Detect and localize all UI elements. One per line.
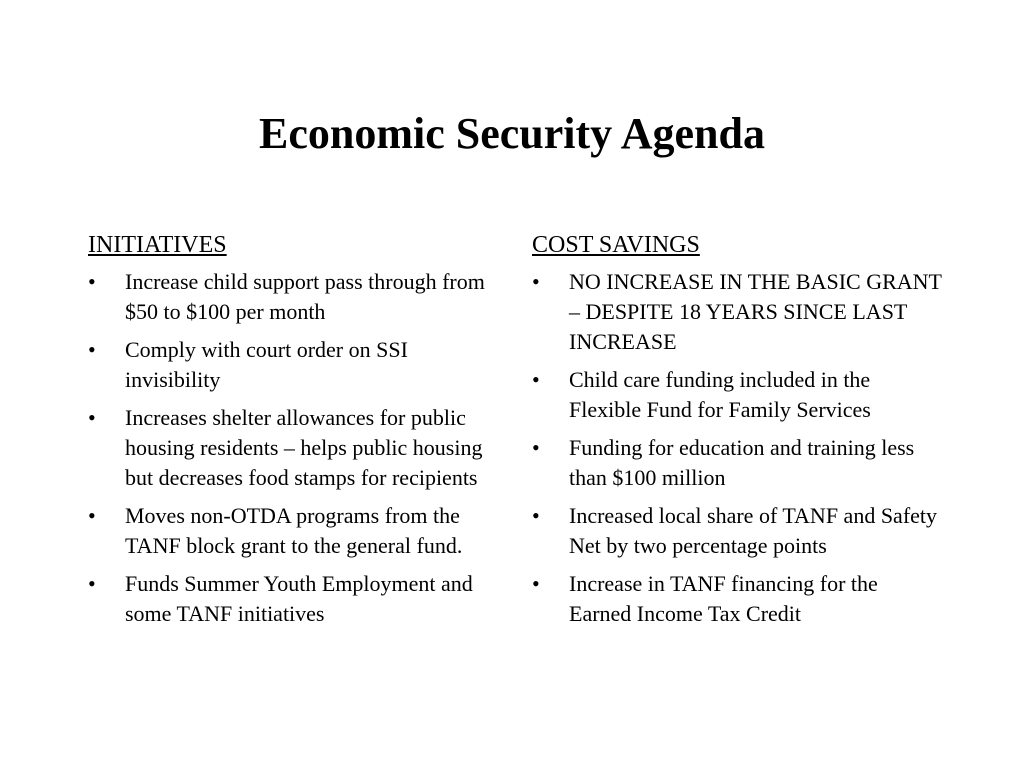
list-item-text: Increases shelter allowances for public housing residents – helps public housing but decreases food stamps for recipients	[125, 405, 483, 490]
list-item-text: Comply with court order on SSI invisibility	[125, 337, 408, 392]
list-item	[532, 365, 942, 425]
bullet-icon: •	[88, 503, 96, 528]
cost-savings-column	[532, 230, 942, 637]
list-item	[88, 501, 498, 561]
list-item-text: NO INCREASE IN THE BASIC GRANT – DESPITE 18 YEARS SINCE LAST INCREASE	[569, 269, 942, 354]
list-item-text: Child care funding included in the Flexible Fund for Family Services	[569, 367, 871, 422]
list-item-text: Funding for education and training less than $100 million	[569, 435, 915, 490]
list-item	[532, 433, 942, 493]
bullet-icon: •	[88, 571, 96, 596]
cost-savings-heading: COST SAVINGS	[532, 232, 700, 258]
cost-savings-list	[532, 267, 942, 629]
list-item-text: Increase child support pass through from $50 to $100 per month	[125, 269, 485, 324]
list-item-text: Increase in TANF financing for the Earned Income Tax Credit	[569, 571, 878, 626]
list-item-text: Increased local share of TANF and Safety Net by two percentage points	[569, 503, 938, 558]
list-item	[88, 403, 498, 493]
list-item-text: Funds Summer Youth Employment and some TANF initiatives	[125, 571, 473, 626]
bullet-icon: •	[88, 269, 96, 294]
list-item	[88, 267, 498, 327]
initiatives-heading: INITIATIVES	[88, 232, 227, 258]
bullet-icon: •	[88, 337, 96, 362]
bullet-icon: •	[88, 405, 96, 430]
bullet-icon: •	[532, 571, 540, 596]
bullet-icon: •	[532, 367, 540, 392]
bullet-icon: •	[532, 435, 540, 460]
list-item	[532, 267, 942, 357]
list-item-text: Moves non-OTDA programs from the TANF block grant to the general fund.	[125, 503, 463, 558]
initiatives-list	[88, 267, 498, 629]
list-item	[88, 569, 498, 629]
list-item	[532, 569, 942, 629]
bullet-icon: •	[532, 503, 540, 528]
list-item	[88, 335, 498, 395]
list-item	[532, 501, 942, 561]
initiatives-column	[88, 230, 498, 637]
bullet-icon: •	[532, 269, 540, 294]
slide-title: Economic Security Agenda	[259, 109, 765, 158]
